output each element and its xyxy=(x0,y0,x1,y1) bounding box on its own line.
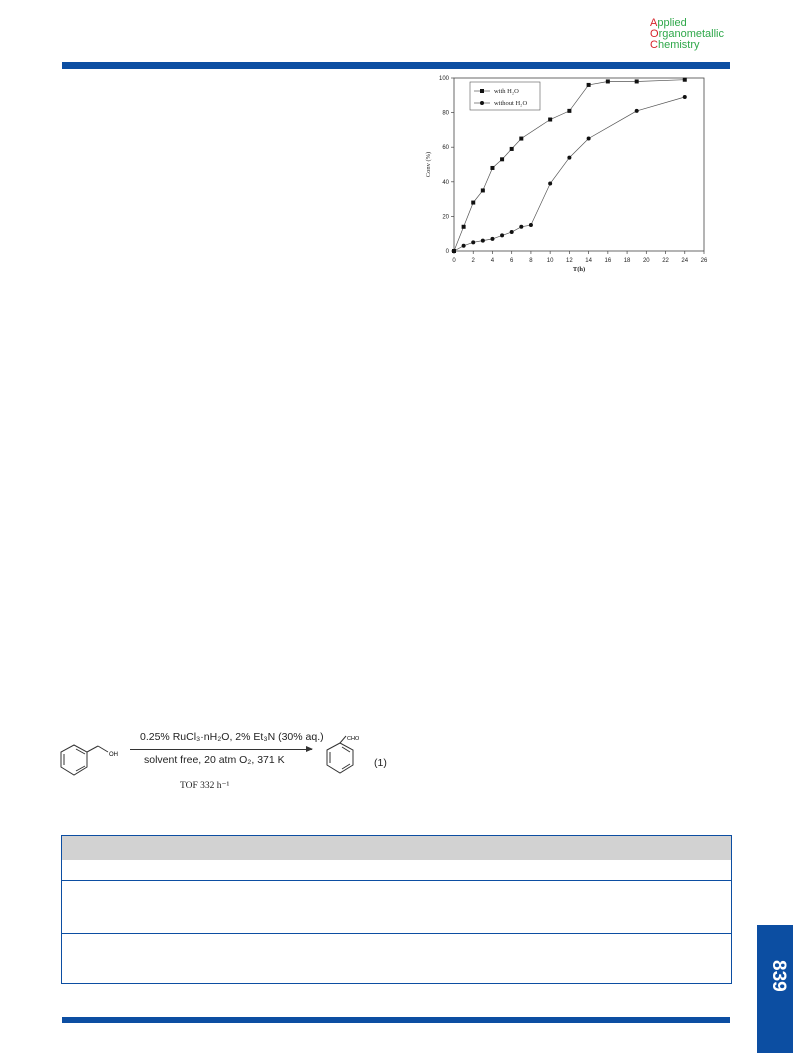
y-tick-label: 0 xyxy=(445,249,449,255)
data-point-square xyxy=(471,201,475,205)
logo-initial-o: O xyxy=(650,28,659,40)
data-point-circle xyxy=(462,244,466,248)
x-axis-label: T(h) xyxy=(572,266,586,273)
data-point-square xyxy=(462,225,466,229)
data-point-circle xyxy=(529,223,533,227)
data-point-circle xyxy=(500,233,504,237)
data-point-square xyxy=(500,157,504,161)
x-tick-label: 4 xyxy=(490,258,495,264)
conversion-chart xyxy=(418,72,718,292)
table-frame xyxy=(61,835,732,984)
x-tick-label: 16 xyxy=(604,258,612,264)
x-tick-label: 10 xyxy=(546,258,554,264)
data-point-circle xyxy=(490,237,494,241)
logo-initial-a: A xyxy=(650,17,658,29)
y-tick-label: 20 xyxy=(442,214,449,221)
benzyl-alcohol-structure xyxy=(56,740,124,786)
reaction-scheme xyxy=(56,728,416,802)
data-point-circle xyxy=(519,225,523,229)
legend-label-1: with H₂O xyxy=(494,88,519,95)
logo-word-organometallic: rganometallic xyxy=(658,28,724,40)
data-point-circle xyxy=(587,137,591,141)
logo-word-applied: pplied xyxy=(657,17,687,29)
journal-logo-line-3 xyxy=(650,40,724,51)
data-point-circle xyxy=(635,109,639,113)
footer-rule xyxy=(62,1017,730,1023)
data-point-circle xyxy=(452,249,456,253)
logo-initial-c: C xyxy=(650,39,658,51)
x-tick-label: 24 xyxy=(681,258,689,264)
data-point-square xyxy=(683,78,687,82)
turnover-frequency: TOF 332 h⁻¹ xyxy=(180,781,230,791)
x-tick-label: 18 xyxy=(623,258,631,264)
data-point-circle xyxy=(510,230,514,234)
legend-marker-circle xyxy=(480,101,484,105)
data-point-circle xyxy=(548,182,552,186)
data-point-square xyxy=(490,166,494,170)
data-point-circle xyxy=(567,156,571,160)
data-point-circle xyxy=(481,239,485,243)
x-tick-label: 2 xyxy=(471,258,475,264)
legend-label-2: without H₂O xyxy=(494,100,528,107)
conversion-chart-svg xyxy=(418,72,718,292)
equation-number: (1) xyxy=(374,757,387,769)
journal-logo xyxy=(650,18,724,51)
reaction-conditions-line-1: 0.25% RuCl₃·nH₂O, 2% Et₃N (30% aq.) xyxy=(140,731,324,743)
benzaldehyde-structure xyxy=(313,734,369,782)
y-tick-label: 80 xyxy=(442,110,449,117)
data-point-square xyxy=(635,79,639,83)
hydroxyl-label: OH xyxy=(109,752,118,758)
x-tick-label: 26 xyxy=(700,258,708,264)
data-point-square xyxy=(519,137,523,141)
data-point-square xyxy=(587,83,591,87)
series-line-2 xyxy=(454,97,685,251)
reaction-arrow xyxy=(130,749,312,750)
data-point-square xyxy=(567,109,571,113)
y-tick-label: 60 xyxy=(442,145,449,152)
data-point-square xyxy=(606,79,610,83)
table-header-band xyxy=(62,836,731,860)
x-tick-label: 6 xyxy=(510,258,514,264)
y-tick-label: 100 xyxy=(438,76,449,82)
x-tick-label: 8 xyxy=(529,258,533,264)
reaction-conditions-line-2: solvent free, 20 atm O₂, 371 K xyxy=(144,754,285,766)
header-rule xyxy=(62,62,730,69)
x-tick-label: 20 xyxy=(642,258,650,264)
data-point-circle xyxy=(683,95,687,99)
logo-word-chemistry: hemistry xyxy=(657,39,700,51)
data-point-square xyxy=(481,188,485,192)
data-point-circle xyxy=(471,240,475,244)
table-header-rule xyxy=(62,880,731,881)
legend-marker-square xyxy=(480,89,484,93)
x-tick-label: 12 xyxy=(566,258,573,264)
x-tick-label: 14 xyxy=(585,258,592,264)
y-tick-label: 40 xyxy=(442,179,449,186)
page-number: 839 xyxy=(768,960,789,992)
aldehyde-label: CHO xyxy=(347,736,360,742)
x-tick-label: 22 xyxy=(662,258,669,264)
y-axis-label: Conv (%) xyxy=(425,151,432,178)
table-row-divider xyxy=(62,933,731,934)
data-point-square xyxy=(510,147,514,151)
x-tick-label: 0 xyxy=(452,258,456,264)
data-point-square xyxy=(548,118,552,122)
